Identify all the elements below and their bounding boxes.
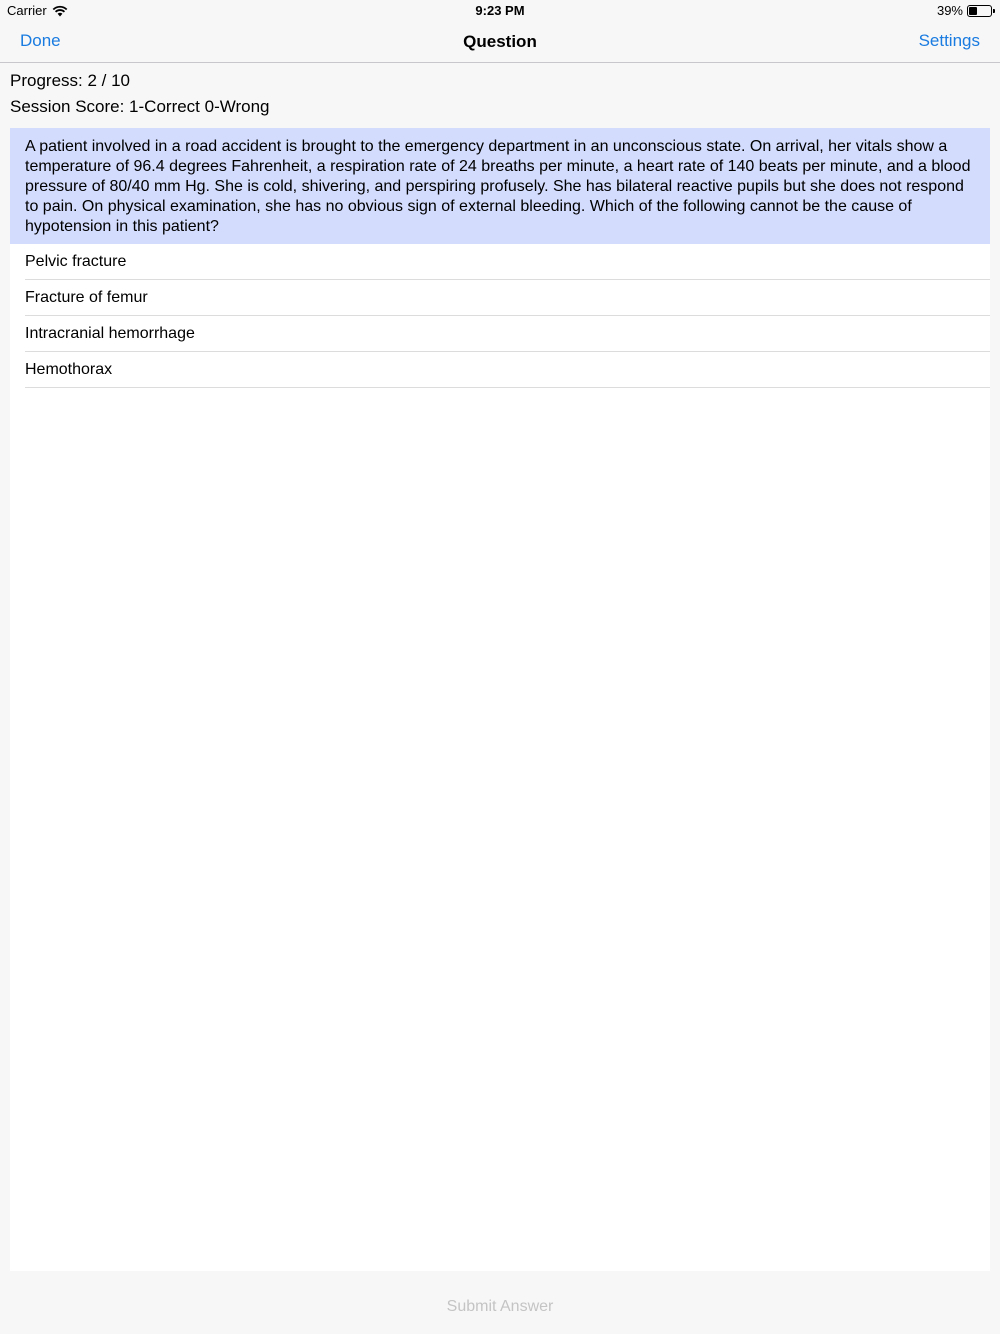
battery-percent: 39% [936,3,963,18]
answer-list [10,244,990,388]
status-bar [0,0,1000,22]
answer-option[interactable]: Intracranial hemorrhage [25,316,990,352]
battery-icon [967,5,992,17]
settings-button[interactable]: Settings [918,31,980,50]
answer-option[interactable]: Hemothorax [25,352,990,388]
progress-label: Progress: 2 / 10 [10,71,131,90]
question-panel [10,128,990,1271]
page-title: Question [463,32,537,51]
done-button[interactable]: Done [20,31,61,50]
carrier-indicator [7,3,68,18]
battery-fill [969,7,977,15]
battery-indicator [937,3,992,18]
status-time: 9:23 PM [475,3,525,18]
question-text: A patient involved in a road accident is brought to the emergency department in an unconscious state. On arrival, her vitals show a temperature of 96.4 degrees Fahrenheit, a respiration rate of 24 breaths per minute, a heart rate of 140 beats per minute, and a blood pressure of 80/40 mm Hg. She is cold, shivering, and perspiring profusely. She has bilateral reactive pupils but she does not respond to pain. On physical examination, she has no obvious sign of external bleeding. Which of the following cannot be the cause of hypotension in this patient? [10,128,990,244]
answer-option[interactable]: Fracture of femur [25,280,990,316]
footer-toolbar [0,1271,1000,1334]
session-score-label: Session Score: 1-Correct 0-Wrong [10,97,270,116]
session-info [10,68,270,120]
carrier-label: Carrier [7,3,47,18]
submit-answer-button[interactable]: Submit Answer [0,1298,1000,1316]
answer-option[interactable]: Pelvic fracture [25,244,990,280]
navigation-bar [0,22,1000,63]
wifi-icon [52,5,68,17]
